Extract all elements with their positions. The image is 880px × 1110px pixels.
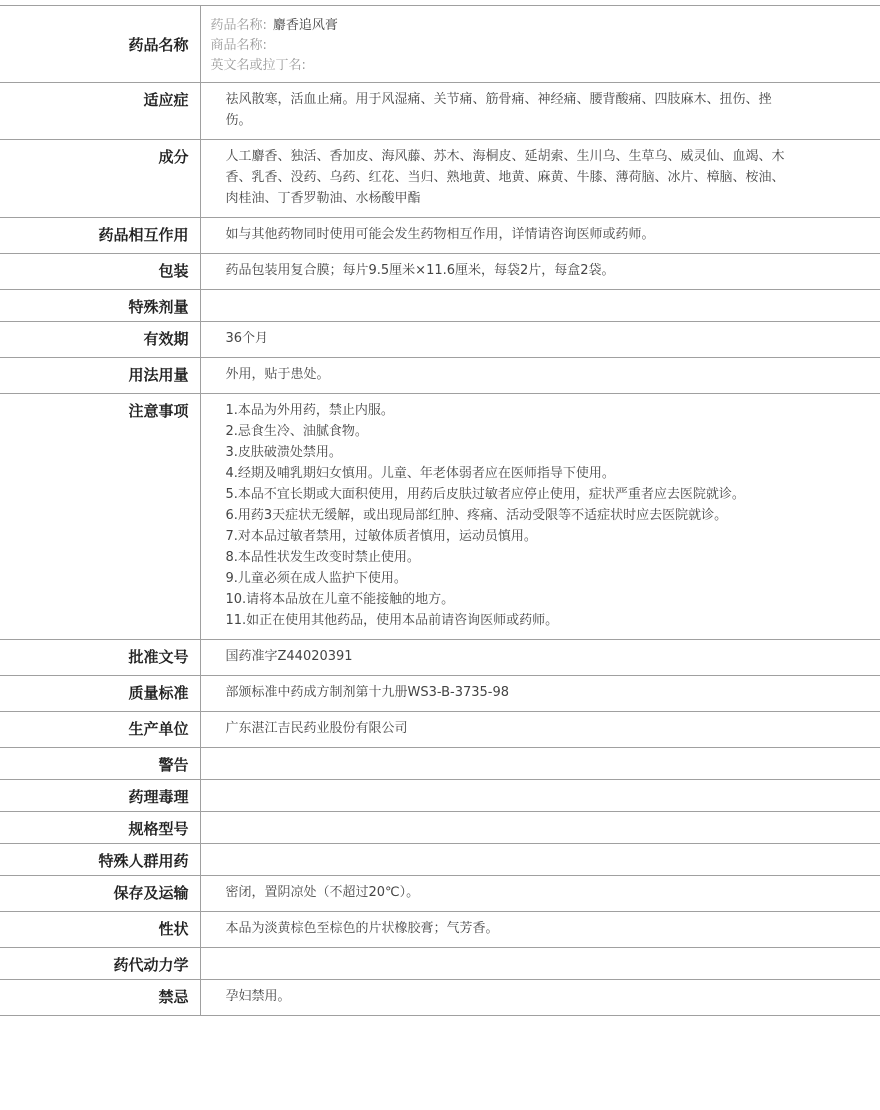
row-ingredients [0,140,880,218]
row-indications [0,83,880,140]
row-special-population [0,844,880,876]
precaution-item: 5.本品不宜长期或大面积使用，用药后皮肤过敏者应停止使用，症状严重者应去医院就诊。 [225,487,745,502]
row-drug-name [0,6,880,83]
pharmacokinetics-label: 药代动力学 [0,948,200,980]
approval-number-value: 国药准字Z44020391 [200,640,880,676]
precaution-item: 9.儿童必须在成人监护下使用。 [225,571,407,586]
precaution-item: 7.对本品过敏者禁用，过敏体质者慎用，运动员慎用。 [225,529,537,544]
warning-label: 警告 [0,748,200,780]
packaging-label: 包装 [0,254,200,290]
special-population-value [200,844,880,876]
precaution-item: 1.本品为外用药，禁止内服。 [225,403,394,418]
precaution-item: 3.皮肤破溃处禁用。 [225,445,342,460]
manufacturer-value: 广东湛江吉民药业股份有限公司 [200,712,880,748]
drug-spec-table [0,5,880,1016]
drug-name-cell [200,6,880,83]
precautions-label: 注意事项 [0,394,200,640]
storage-label: 保存及运输 [0,876,200,912]
ingredients-label: 成分 [0,140,200,218]
generic-name-line [211,16,871,36]
english-name-key: 英文名或拉丁名: [210,58,306,73]
appearance-label: 性状 [0,912,200,948]
contraindications-label: 禁忌 [0,980,200,1016]
pharmacology-value [200,780,880,812]
special-dosage-label: 特殊剂量 [0,290,200,322]
row-usage [0,358,880,394]
row-approval-number [0,640,880,676]
row-pharmacokinetics [0,948,880,980]
row-warning [0,748,880,780]
precaution-item: 4.经期及哺乳期妇女慎用。儿童、年老体弱者应在医师指导下使用。 [225,466,615,481]
precaution-item: 8.本品性状发生改变时禁止使用。 [225,550,420,565]
indications-label: 适应症 [0,83,200,140]
shelf-life-value: 36个月 [200,322,880,358]
appearance-value: 本品为淡黄棕色至棕色的片状橡胶膏；气芳香。 [200,912,880,948]
pharmacology-label: 药理毒理 [0,780,200,812]
usage-label: 用法用量 [0,358,200,394]
manufacturer-label: 生产单位 [0,712,200,748]
precaution-item: 2.忌食生冷、油腻食物。 [225,424,368,439]
warning-value [200,748,880,780]
row-interactions [0,218,880,254]
precautions-list [200,394,880,640]
row-storage [0,876,880,912]
usage-value: 外用，贴于患处。 [200,358,880,394]
trade-name-key: 商品名称: [210,38,267,53]
interactions-value: 如与其他药物同时使用可能会发生药物相互作用，详情请咨询医师或药师。 [200,218,880,254]
row-special-dosage [0,290,880,322]
drug-name-label: 药品名称 [0,6,200,83]
precaution-item: 6.用药3天症状无缓解，或出现局部红肿、疼痛、活动受限等不适症状时应去医院就诊。 [225,508,728,523]
shelf-life-label: 有效期 [0,322,200,358]
quality-standard-value: 部颁标准中药成方制剂第十九册WS3-B-3735-98 [200,676,880,712]
row-manufacturer [0,712,880,748]
storage-value: 密闭，置阴凉处（不超过20℃）。 [200,876,880,912]
ingredients-value: 人工麝香、独活、香加皮、海风藤、苏木、海桐皮、延胡索、生川乌、生草乌、威灵仙、血竭、木香、乳香、没药、乌药、红花、当归、熟地黄、地黄、麻黄、牛膝、薄荷脑、冰片、樟脑、桉油、肉桂油、丁香罗勒油、水杨酸甲酯 [200,140,880,218]
special-dosage-value [200,290,880,322]
indications-value: 祛风散寒，活血止痛。用于风湿痛、关节痛、筋骨痛、神经痛、腰背酸痛、四肢麻木、扭伤、挫伤。 [200,83,880,140]
generic-name-value: 麝香追风膏 [272,18,338,33]
english-name-line [211,56,871,76]
row-quality-standard [0,676,880,712]
specification-label: 规格型号 [0,812,200,844]
approval-number-label: 批准文号 [0,640,200,676]
interactions-label: 药品相互作用 [0,218,200,254]
quality-standard-label: 质量标准 [0,676,200,712]
generic-name-key: 药品名称: [210,18,267,33]
row-shelf-life [0,322,880,358]
packaging-value: 药品包装用复合膜；每片9.5厘米×11.6厘米，每袋2片，每盒2袋。 [200,254,880,290]
row-pharmacology [0,780,880,812]
special-population-label: 特殊人群用药 [0,844,200,876]
specification-value [200,812,880,844]
pharmacokinetics-value [200,948,880,980]
trade-name-line [211,36,871,56]
row-appearance [0,912,880,948]
precaution-item: 10.请将本品放在儿童不能接触的地方。 [225,592,455,607]
row-specification [0,812,880,844]
row-contraindications [0,980,880,1016]
contraindications-value: 孕妇禁用。 [200,980,880,1016]
row-packaging [0,254,880,290]
precaution-item: 11.如正在使用其他药品，使用本品前请咨询医师或药师。 [225,613,559,628]
row-precautions [0,394,880,640]
